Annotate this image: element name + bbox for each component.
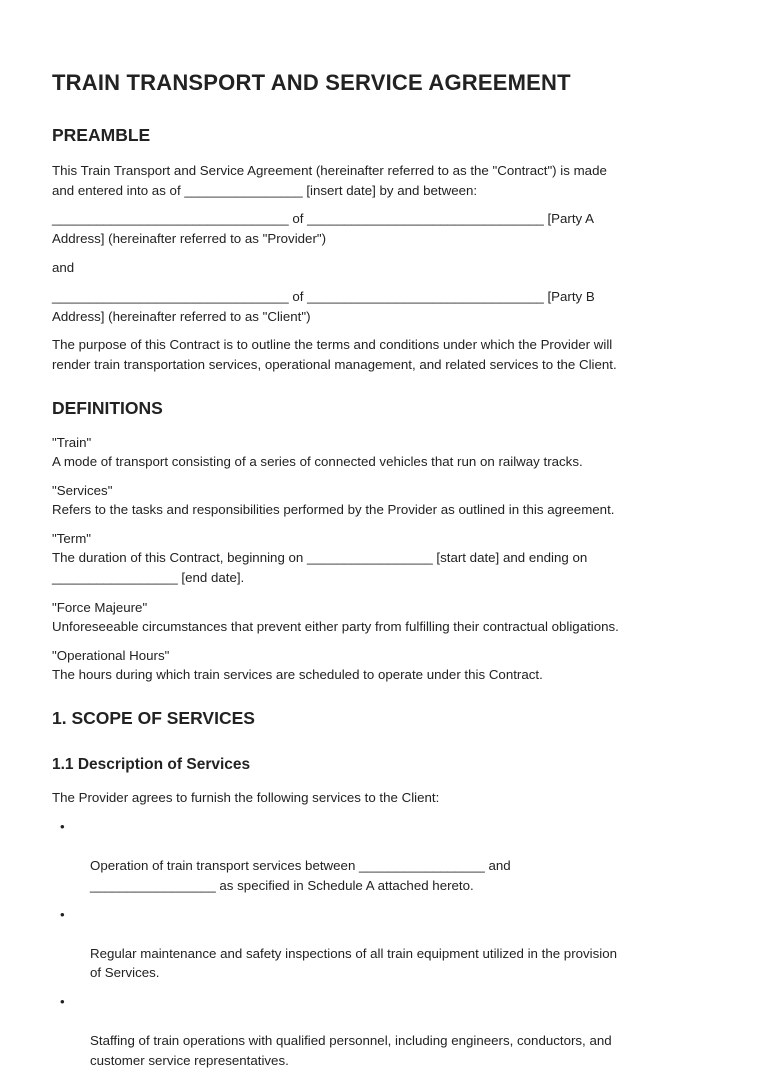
definition-term-force-majeure: "Force Majeure" xyxy=(52,600,148,615)
document-title: TRAIN TRANSPORT AND SERVICE AGREEMENT xyxy=(52,70,571,95)
definition-text-force-majeure: Unforeseeable circumstances that prevent either party from fulfilling their contractual obligations. xyxy=(52,619,619,634)
list-item xyxy=(52,992,722,1070)
services-bullet-list xyxy=(52,817,722,1080)
scope-heading: 1. SCOPE OF SERVICES xyxy=(52,708,255,728)
bullet-icon: • xyxy=(60,906,65,922)
definition-term-services: "Services" xyxy=(52,483,113,498)
bullet-text: Operation of train transport services between _________________ and _________________ as specified in Schedule A attached hereto. xyxy=(90,858,511,893)
definition-term-term: "Term" xyxy=(52,531,91,546)
definition-term-operational-hours: "Operational Hours" xyxy=(52,648,170,663)
party-b-line: ________________________________ of ________________________________ [Party B Address] (hereinafter referred to as "Client") xyxy=(52,289,595,324)
bullet-icon: • xyxy=(60,994,65,1009)
scope-subheading: 1.1 Description of Services xyxy=(52,756,251,773)
party-a-line: ________________________________ of ________________________________ [Party A Address] (hereinafter referred to as "Provider") xyxy=(52,211,595,246)
and-text: and xyxy=(52,260,75,275)
definition-text-train: A mode of transport consisting of a series of connected vehicles that run on railway tracks. xyxy=(52,454,583,469)
definitions-heading: DEFINITIONS xyxy=(52,398,163,418)
preamble-heading: PREAMBLE xyxy=(52,125,151,145)
definition-term-train: "Train" xyxy=(52,435,92,450)
definition-text-term: The duration of this Contract, beginning on _________________ [start date] and ending on _________________ [end date]. xyxy=(52,550,588,585)
bullet-text: Regular maintenance and safety inspections of all train equipment utilized in the provision of Services. xyxy=(90,945,618,980)
definition-text-services: Refers to the tasks and responsibilities performed by the Provider as outlined in this agreement. xyxy=(52,502,615,517)
preamble-intro: This Train Transport and Service Agreement (hereinafter referred to as the "Contract") is made and entered into as of ________________ [insert date] by and between: xyxy=(52,163,607,198)
bullet-text: Staffing of train operations with qualified personnel, including engineers, conductors, and customer service representatives. xyxy=(90,1033,612,1068)
purpose-paragraph: The purpose of this Contract is to outline the terms and conditions under which the Provider will render train transportation services, operational management, and related services to the Client. xyxy=(52,337,617,372)
scope-intro: The Provider agrees to furnish the following services to the Client: xyxy=(52,790,440,805)
definition-text-operational-hours: The hours during which train services are scheduled to operate under this Contract. xyxy=(52,667,543,682)
list-item xyxy=(52,817,722,895)
bullet-icon: • xyxy=(60,819,65,834)
list-item xyxy=(52,905,722,983)
